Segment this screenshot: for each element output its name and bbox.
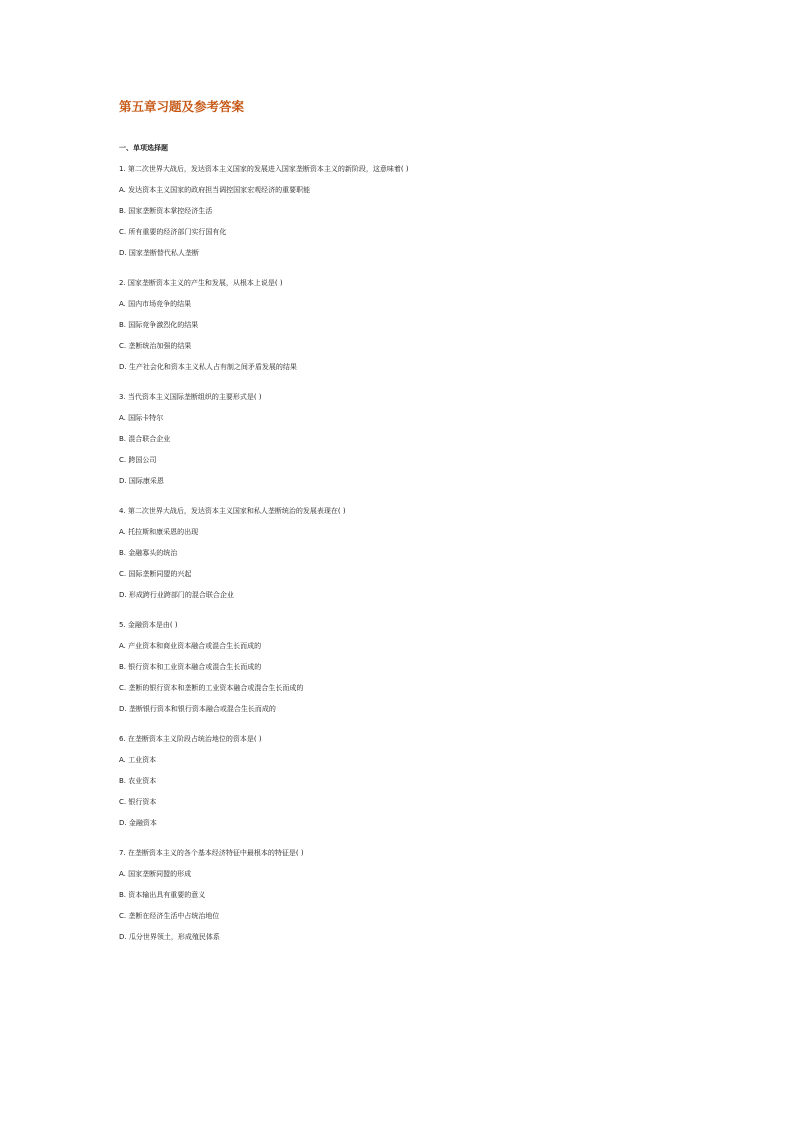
option-b: B. 银行资本和工业资本融合或混合生长而成的: [119, 663, 262, 671]
question-text: 7. 在垄断资本主义的各个基本经济特征中最根本的特征是( ): [119, 849, 304, 857]
option-c: C. 国际垄断同盟的兴起: [119, 570, 192, 578]
question-text: 5. 金融资本是由( ): [119, 621, 178, 629]
question-7: [119, 847, 679, 943]
question-6: [119, 733, 679, 829]
option-d: D. 金融资本: [119, 819, 157, 827]
question-text: 6. 在垄断资本主义阶段占统治地位的资本是( ): [119, 735, 262, 743]
question-text: 1. 第二次世界大战后，发达资本主义国家的发展进入国家垄断资本主义的新阶段，这意味着( ): [119, 165, 409, 173]
option-a: A. 工业资本: [119, 756, 157, 764]
option-b: B. 混合联合企业: [119, 435, 171, 443]
option-d: D. 形成跨行业跨部门的混合联合企业: [119, 591, 234, 599]
document-page: [119, 98, 679, 961]
question-text: 4. 第二次世界大战后，发达资本主义国家和私人垄断统治的发展表现在( ): [119, 507, 346, 515]
question-text: 2. 国家垄断资本主义的产生和发展，从根本上说是( ): [119, 279, 283, 287]
option-c: C. 所有重要的经济部门实行国有化: [119, 228, 227, 236]
option-d: D. 国际康采恩: [119, 477, 164, 485]
option-a: A. 国家垄断同盟的形成: [119, 870, 192, 878]
question-1: [119, 163, 679, 259]
option-c: C. 垄断在经济生活中占统治地位: [119, 912, 220, 920]
option-d: D. 垄断银行资本和银行资本融合或混合生长而成的: [119, 705, 276, 713]
option-a: A. 发达资本主义国家的政府担当调控国家宏观经济的重要职能: [119, 186, 311, 194]
option-b: B. 农业资本: [119, 777, 157, 785]
question-text: 3. 当代资本主义国际垄断组织的主要形式是( ): [119, 393, 262, 401]
option-c: C. 跨国公司: [119, 456, 157, 464]
option-c: C. 垄断统治加强的结果: [119, 342, 192, 350]
option-a: A. 国内市场竞争的结果: [119, 300, 192, 308]
option-b: B. 国际竞争激烈化的结果: [119, 321, 199, 329]
option-b: B. 金融寡头的统治: [119, 549, 178, 557]
question-2: [119, 277, 679, 373]
option-c: C. 垄断的银行资本和垄断的工业资本融合或混合生长而成的: [119, 684, 304, 692]
question-5: [119, 619, 679, 715]
option-b: B. 国家垄断资本掌控经济生活: [119, 207, 213, 215]
option-a: A. 国际卡特尔: [119, 414, 164, 422]
option-a: A. 产业资本和商业资本融合或混合生长而成的: [119, 642, 262, 650]
document-title: 第五章习题及参考答案: [119, 99, 245, 114]
question-4: [119, 505, 679, 601]
option-a: A. 托拉斯和康采恩的出现: [119, 528, 199, 536]
question-3: [119, 391, 679, 487]
option-d: D. 瓜分世界领土，形成殖民体系: [119, 933, 220, 941]
option-d: D. 国家垄断替代私人垄断: [119, 249, 199, 257]
option-c: C. 银行资本: [119, 798, 157, 806]
option-d: D. 生产社会化和资本主义私人占有制之间矛盾发展的结果: [119, 363, 297, 371]
section-heading: 一、单项选择题: [119, 144, 168, 152]
option-b: B. 资本输出具有重要的意义: [119, 891, 206, 899]
